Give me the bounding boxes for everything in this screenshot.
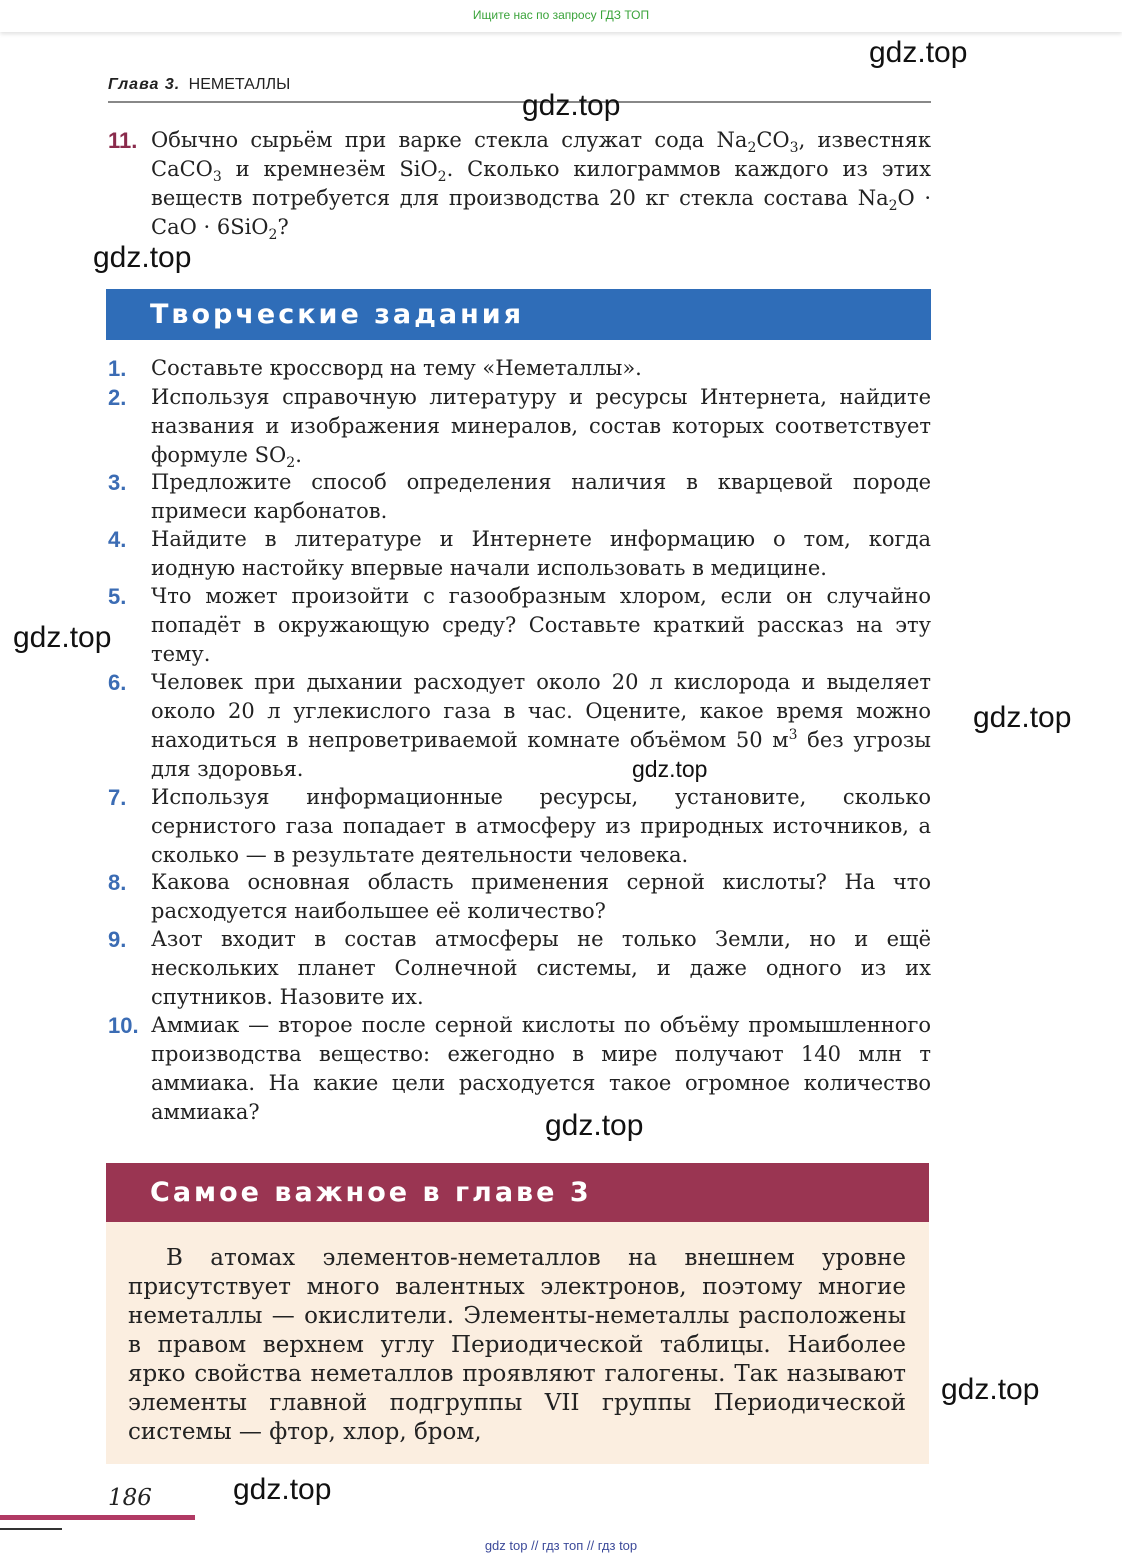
chapter-title: НЕМЕТАЛЛЫ (188, 76, 291, 93)
task-1 (108, 354, 931, 383)
task-number: 2. (108, 385, 127, 410)
task-number: 9. (108, 927, 127, 952)
chapter-summary-banner (106, 1163, 929, 1222)
task-number: 3. (108, 470, 127, 495)
top-search-banner (0, 0, 1122, 32)
task-text: Найдите в литературе и Интернете информацию о том, когда иодную настойку впервые начали использовать в медицине. (151, 527, 931, 580)
task-11 (108, 126, 931, 242)
task-text: Обычно сырьём при варке стекла служат сода $Na_2CO_3$, известняк CaCO$_3$ и кремнезём SiO$_2$. Сколько килограммов каждого из этих веществ потребуется для производства 20 кг стекла состава $Na_2O$ · CaO · 6SiO$_2$? (151, 128, 931, 244)
task-number: 8. (108, 870, 127, 895)
creative-tasks-title: Творческие задания (150, 299, 525, 330)
top-banner-text: Ищите нас по запросу ГДЗ ТОП (472, 8, 650, 22)
page-accent-line (0, 1515, 195, 1520)
task-text: Аммиак — второе после серной кислоты по объёму промышленного производства вещество: ежегодно в мире получают 140 млн т аммиака. На какие цели расходуется такое огромное количество аммиака? (151, 1013, 931, 1124)
task-6 (108, 668, 931, 784)
watermark: gdz.top (632, 756, 708, 782)
task-number: 7. (108, 785, 127, 810)
task-number: 4. (108, 527, 127, 552)
task-text: Предложите способ определения наличия в кварцевой породе примеси карбонатов. (151, 470, 931, 523)
watermark: gdz.top (522, 89, 621, 122)
task-text: Используя информационные ресурсы, установите, сколько сернистого газа попадает в атмосферу из природных источников, а сколько — в результате деятельности человека. (151, 785, 931, 867)
task-8 (108, 868, 931, 926)
task-text: Что может произойти с газообразным хлором, если он случайно попадёт в окружающую среду? Составьте краткий рассказ на эту тему. (151, 584, 931, 666)
task-text: Азот входит в состав атмосферы не только Земли, но и ещё нескольких планет Солнечной системы, и даже одного из их спутников. Назовите их. (151, 927, 931, 1009)
watermark: gdz.top (973, 701, 1072, 734)
page-thin-line (0, 1528, 62, 1530)
watermark: gdz.top (93, 241, 192, 274)
page-number: 186 (108, 1485, 152, 1511)
task-text: Составьте кроссворд на тему «Неметаллы». (151, 356, 642, 380)
task-text: Человек при дыхании расходует около 20 л кислорода и выделяет около 20 л углекислого газа в час. Оцените, какое время можно находиться в непроветриваемой комнате объёмом 50 $м^3$ без угрозы для здоровья. (151, 670, 931, 781)
task-number: 10. (108, 1013, 139, 1038)
watermark: gdz.top (941, 1373, 1040, 1406)
task-text: Используя справочную литературу и ресурсы Интернета, найдите названия и изображения минералов, состав которых соответствует формуле $SO_2$. (151, 385, 931, 472)
chapter-summary-text: В атомах элементов-неметаллов на внешнем уровне присутствует много валентных электронов, поэтому многие неметаллы — окислители. Элементы-неметаллы расположены в правом верхнем углу Периодической таблицы. Наиболее ярко свойства неметаллов проявляют галогены. Так называют элементы главной подгруппы VII группы Периодической системы — фтор, хлор, бром, (128, 1245, 906, 1445)
chapter-summary-box (106, 1222, 929, 1464)
chapter-header (108, 76, 290, 94)
header-rule (108, 101, 931, 103)
footer-links[interactable]: gdz top // гдз топ // гдз top (484, 1538, 638, 1553)
creative-tasks-banner (106, 289, 931, 340)
chapter-word: Глава 3. (108, 76, 181, 93)
task-text: Какова основная область применения серной кислоты? На что расходуется наибольшее её количество? (151, 870, 931, 923)
task-5 (108, 582, 931, 669)
watermark: gdz.top (13, 621, 112, 654)
task-7 (108, 783, 931, 870)
task-number: 5. (108, 584, 127, 609)
task-3 (108, 468, 931, 526)
chapter-summary-title: Самое важное в главе 3 (150, 1177, 592, 1208)
watermark: gdz.top (545, 1109, 644, 1142)
task-4 (108, 525, 931, 583)
watermark: gdz.top (233, 1473, 332, 1506)
task-9 (108, 925, 931, 1012)
task-10 (108, 1011, 931, 1127)
task-number: 1. (108, 356, 127, 381)
watermark: gdz.top (869, 36, 968, 69)
task-number: 11. (108, 128, 138, 153)
task-2 (108, 383, 931, 470)
task-number: 6. (108, 670, 127, 695)
